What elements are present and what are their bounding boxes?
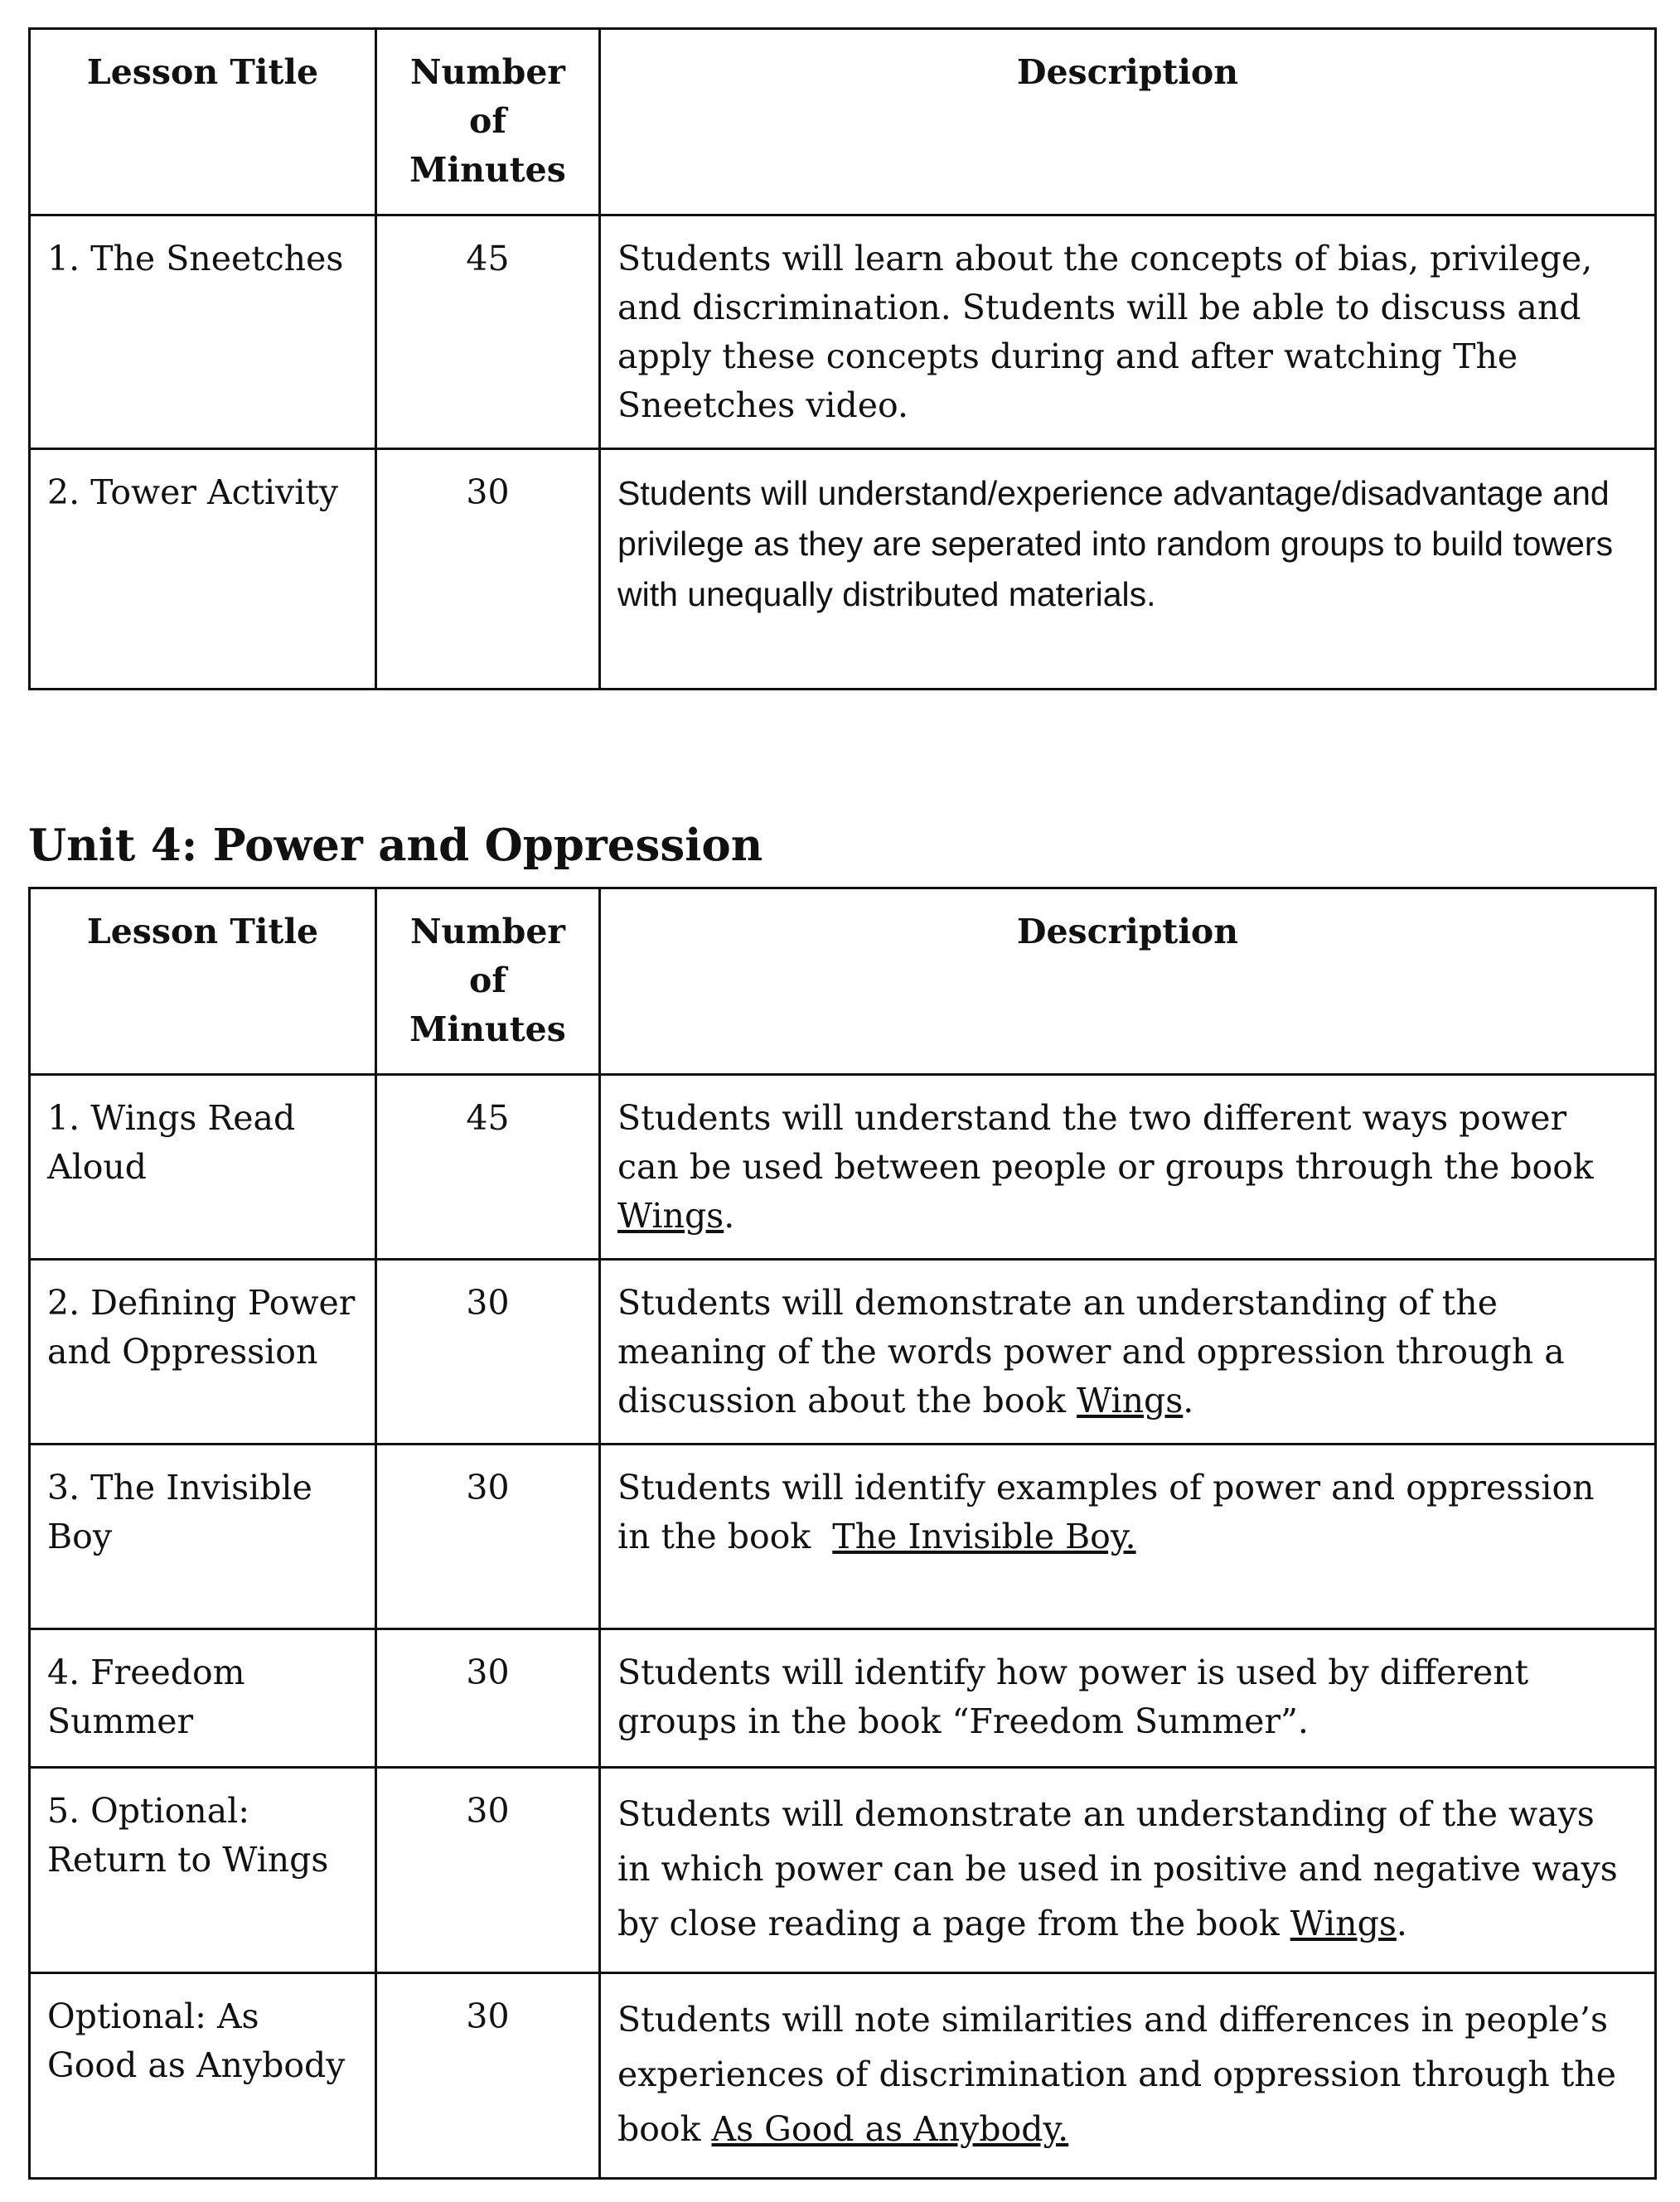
book-title: Wings (617, 1196, 724, 1236)
description-cell: Students will learn about the concepts of bias, privilege, and discrimination. Students will be able to discuss and apply these concepts during and after watching The Sneetches video. (600, 215, 1656, 449)
description-text: Students will demonstrate an understanding of the meaning of the words power and oppression through a discussion about the book (617, 1283, 1565, 1420)
table-row (30, 1973, 1656, 2179)
description-text: Students will note similarities and differences in people’s experiences of discrimination and oppression through the book (617, 2000, 1616, 2149)
description-text-end: . (724, 1196, 735, 1236)
description-cell (600, 1629, 1656, 1768)
description-cell (600, 1075, 1656, 1260)
table-header-row (30, 888, 1656, 1075)
header-lesson-title: Lesson Title (30, 888, 376, 1075)
lessons-table-previous-unit (28, 27, 1657, 690)
description-text: Students will identify examples of power and oppression in the book (617, 1468, 1605, 1556)
lesson-title-cell: 3. The Invisible Boy (30, 1445, 376, 1629)
minutes-cell: 30 (376, 1973, 600, 2179)
book-title: Wings (1290, 1904, 1397, 1943)
description-cell (600, 1260, 1656, 1445)
minutes-cell: 45 (376, 1075, 600, 1260)
table-row (30, 215, 1656, 449)
table-row (30, 449, 1656, 690)
lesson-title-cell: 5. Optional: Return to Wings (30, 1768, 376, 1973)
book-title: The Invisible Boy. (832, 1517, 1136, 1556)
header-description: Description (600, 29, 1656, 215)
description-text: Students will understand the two different ways power can be used between people or groups through the book (617, 1098, 1594, 1187)
table-header-row (30, 29, 1656, 215)
minutes-cell: 30 (376, 1445, 600, 1629)
minutes-cell: 30 (376, 1768, 600, 1973)
lesson-title-cell: 1. The Sneetches (30, 215, 376, 449)
table-row (30, 1075, 1656, 1260)
unit-heading: Unit 4: Power and Oppression (28, 820, 763, 871)
header-description: Description (600, 888, 1656, 1075)
minutes-cell: 30 (376, 1260, 600, 1445)
description-text-end: . (1183, 1381, 1194, 1420)
header-number-of-minutes: Number of Minutes (376, 29, 600, 215)
minutes-cell: 45 (376, 215, 600, 449)
description-text: Students will demonstrate an understanding of the ways in which power can be used in positive and negative ways by close reading a page from the book (617, 1794, 1618, 1943)
description-text: Students will identify how power is used by different groups in the book “Freedom Summer”. (617, 1653, 1529, 1741)
lesson-title-cell: 1. Wings Read Aloud (30, 1075, 376, 1260)
description-cell (600, 1973, 1656, 2179)
description-text-end: . (1396, 1904, 1407, 1943)
lesson-title-cell: 2. Tower Activity (30, 449, 376, 690)
minutes-cell: 30 (376, 1629, 600, 1768)
lessons-table-unit-4 (28, 887, 1657, 2180)
table-row (30, 1260, 1656, 1445)
book-title: As Good as Anybody. (711, 2109, 1069, 2149)
description-cell (600, 1768, 1656, 1973)
lesson-title-cell: Optional: As Good as Anybody (30, 1973, 376, 2179)
lesson-title-cell: 2. Defining Power and Oppression (30, 1260, 376, 1445)
header-lesson-title: Lesson Title (30, 29, 376, 215)
table-row (30, 1629, 1656, 1768)
description-cell: Students will understand/experience advantage/disadvantage and privilege as they are seperated into random groups to build towers with unequally distributed materials. (600, 449, 1656, 690)
minutes-cell: 30 (376, 449, 600, 690)
lesson-title-cell: 4. Freedom Summer (30, 1629, 376, 1768)
description-cell (600, 1445, 1656, 1629)
header-number-of-minutes: Number of Minutes (376, 888, 600, 1075)
table-row (30, 1768, 1656, 1973)
book-title: Wings (1077, 1381, 1184, 1420)
table-row (30, 1445, 1656, 1629)
